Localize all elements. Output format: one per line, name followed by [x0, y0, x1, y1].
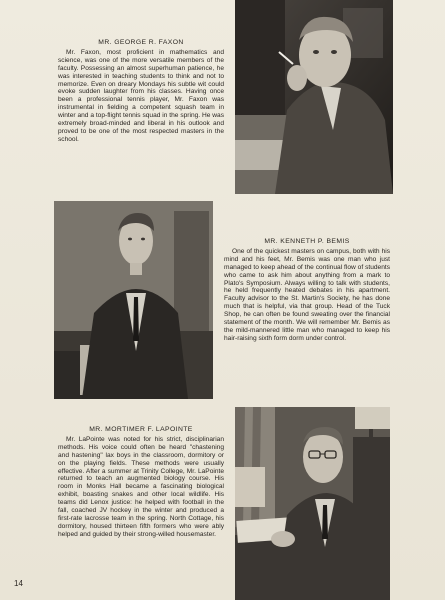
- faxon-portrait-image: [235, 0, 393, 194]
- lapointe-bio: [58, 426, 224, 539]
- bemis-name: MR. KENNETH P. BEMIS: [264, 238, 350, 245]
- bemis-portrait-image: [54, 201, 213, 399]
- page-number: 14: [14, 579, 23, 588]
- faxon-text: Mr. Faxon, most proficient in mathematics and science, was one of the more versatile members of the faculty. Possessing an almost superhuman patience, he was interested in teaching students to think and not to memorize. Even on dreary Mondays his subtle wit could evoke sudden laughter from his classes. Having once been a professional tennis player, Mr. Faxon was instrumental in fielding a competent squash team in winter and a top-flight tennis squad in the spring. He was extremely broad-minded and liberal in his outlook and proved to be one of the most respected masters in the school.: [58, 48, 224, 143]
- bemis-photo: [54, 201, 213, 399]
- lapointe-name: MR. MORTIMER F. LAPOINTE: [89, 426, 193, 433]
- bemis-bio: [224, 238, 390, 343]
- faxon-bio: [58, 39, 224, 144]
- lapointe-photo: [235, 407, 390, 600]
- faxon-photo: [235, 0, 393, 194]
- lapointe-portrait-image: [235, 407, 390, 600]
- faxon-name: MR. GEORGE R. FAXON: [98, 39, 184, 46]
- lapointe-text: Mr. LaPointe was noted for his strict, disciplinarian methods. His voice could often be heard "chastening and hastening" lax boys in the classroom, dormitory or on the playing fields. These methods were usually effective. After a summer at Trinity College, Mr. LaPointe returned to teach an augmented biology course. His room in Monks Hall became a fascinating biological exhibit, boasting snakes and other local wildlife. His teams did Lenox justice: he helped with football in the fall, coached JV hockey in the winter and produced a first-rate lacrosse team in the spring. North Cottage, his dormitory, housed thirteen fifth formers who were ably helped and guided by their strong-willed housemaster.: [58, 435, 224, 538]
- bemis-text: One of the quickest masters on campus, both with his mind and his feet, Mr. Bemis was one man who just managed to keep ahead of the continual flow of students who came to ask him about anything from a mark to Plato's Symposium. Always willing to talk with students, he held frequently heated debates in his apartment. Faculty advisor to the St. Martin's Society, he has done much that is helpful, via that group. Head of the Tuck Shop, he can often be found sweating over the financial statement of the month. We will remember Mr. Bemis as the mild-mannered little man who managed to keep his hair-raising sixth form dorm under control.: [224, 247, 390, 342]
